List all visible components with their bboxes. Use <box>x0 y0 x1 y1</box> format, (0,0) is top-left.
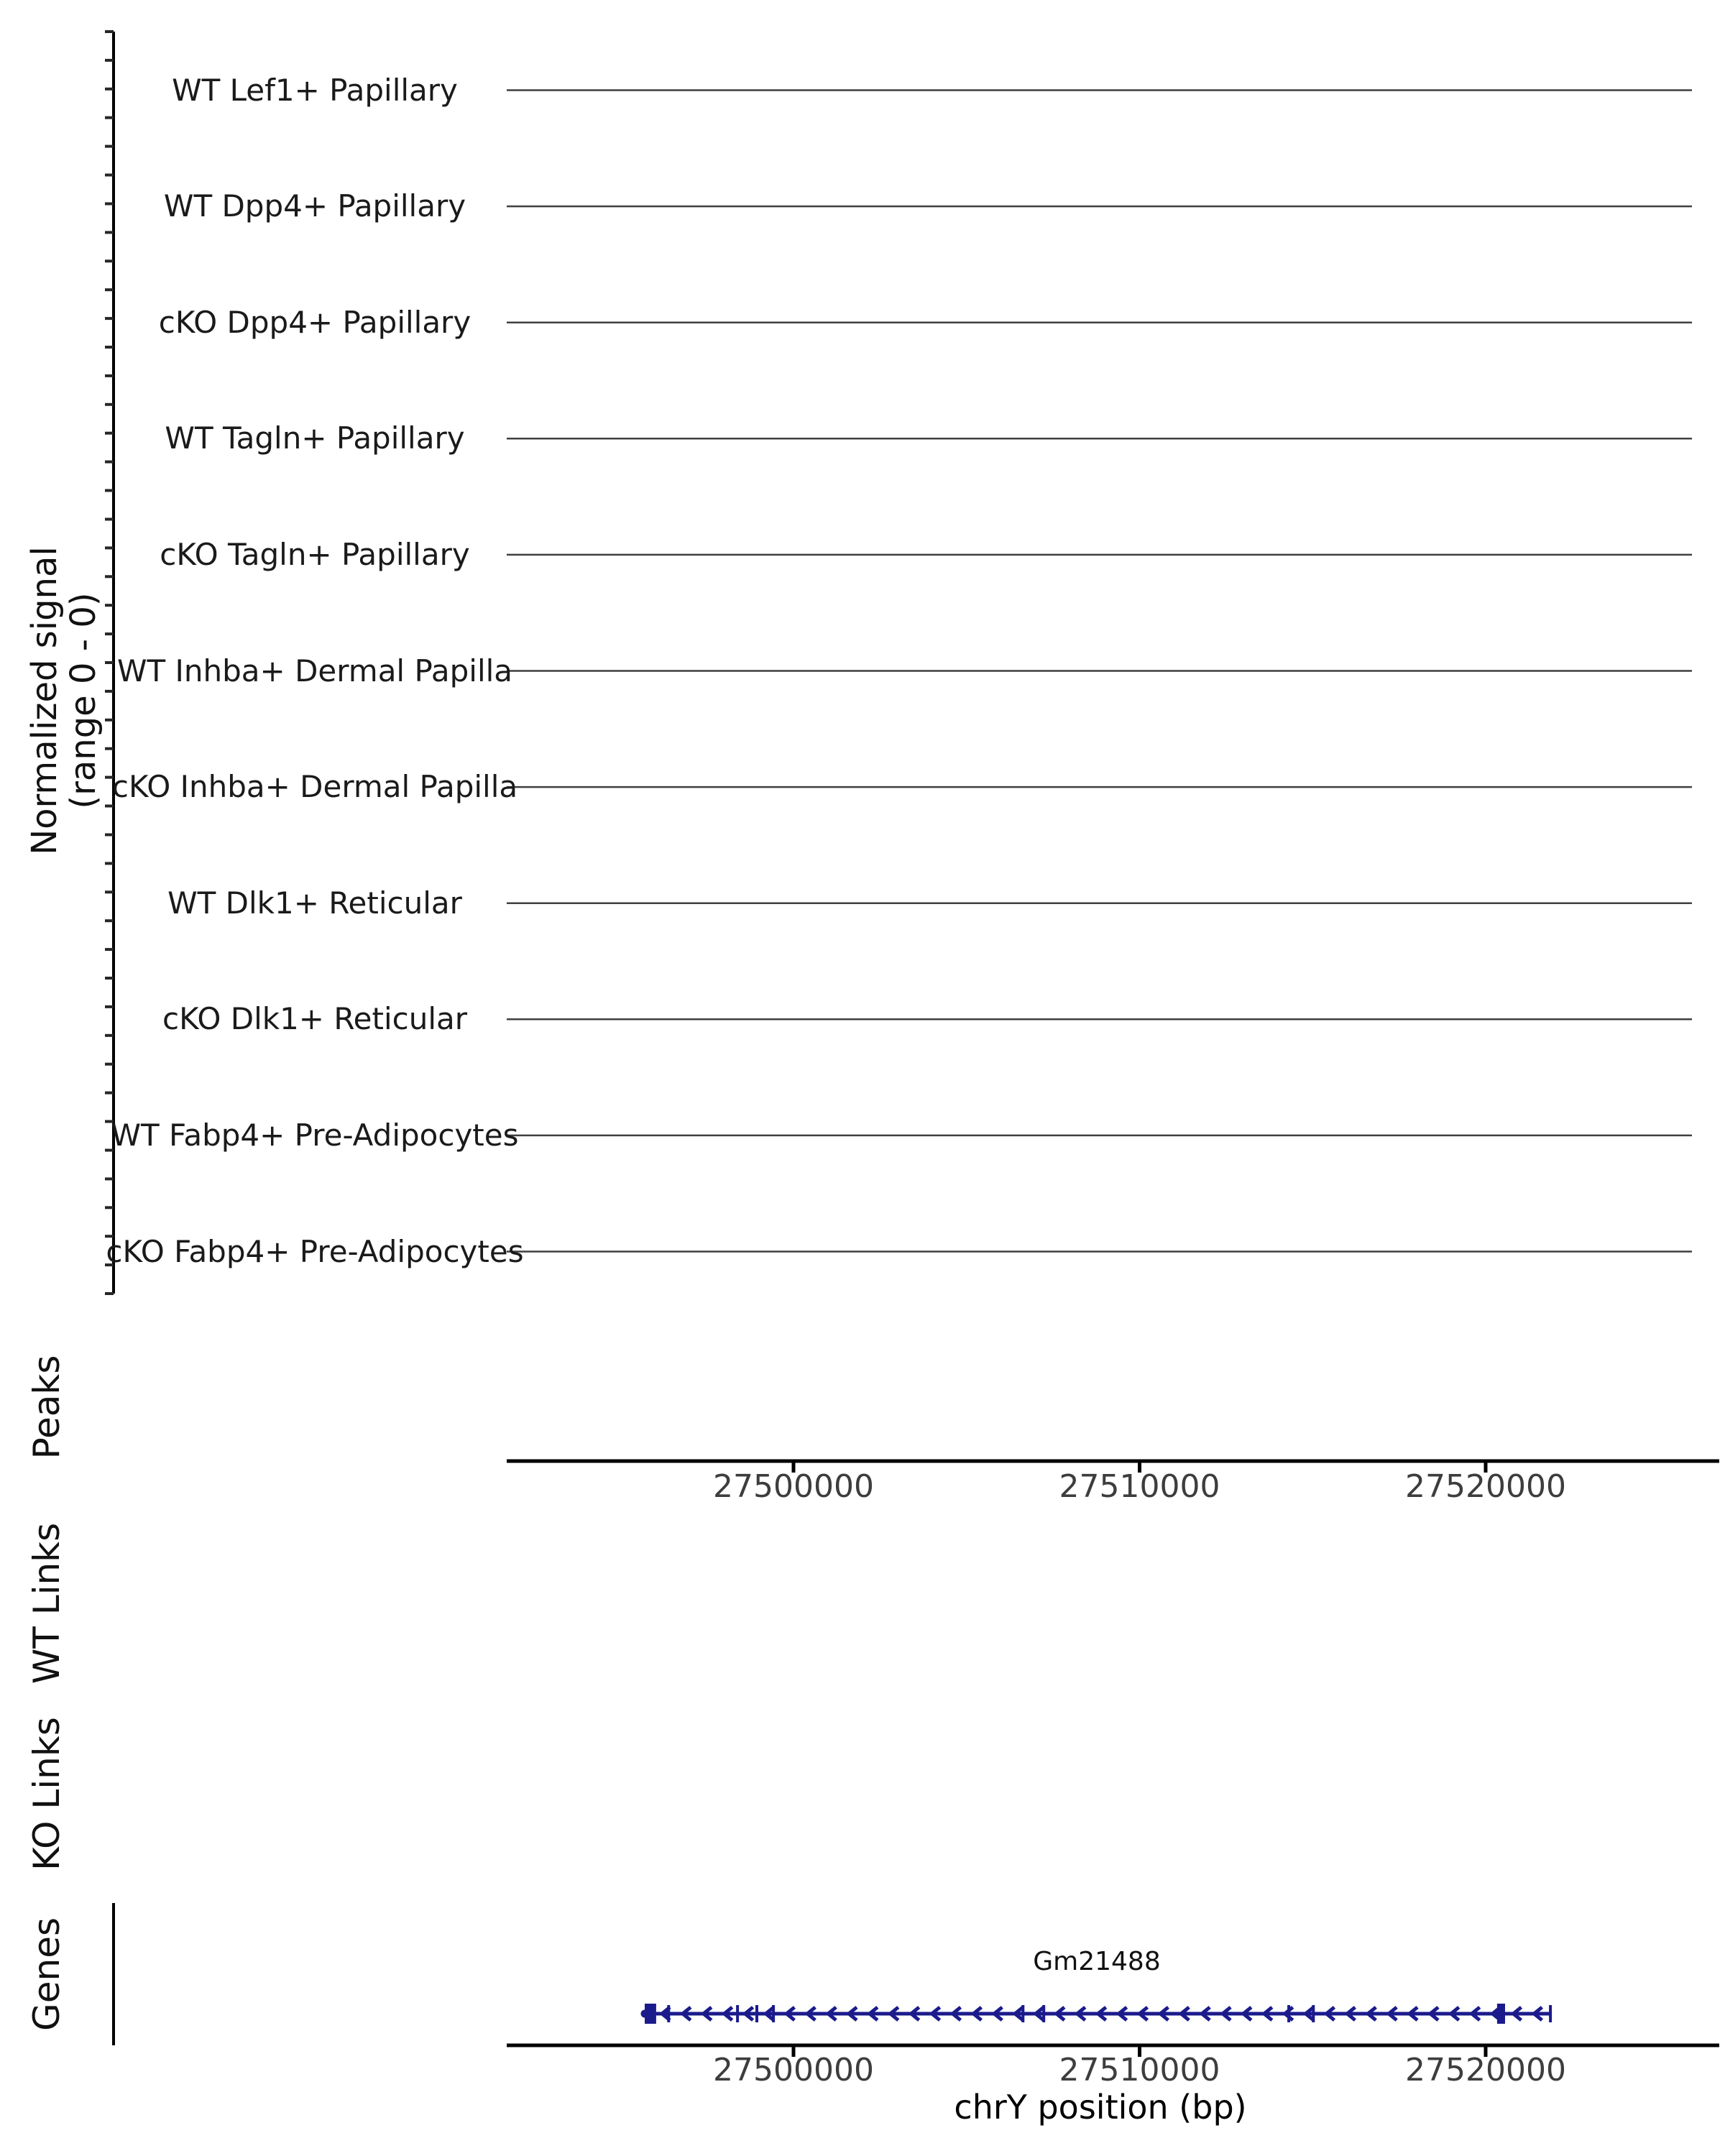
track-label: cKO Tagln+ Papillary <box>160 536 470 572</box>
track-label: WT Tagln+ Papillary <box>165 420 465 456</box>
section-label-peaks: Peaks <box>26 1355 68 1460</box>
axis-tick-label: 27500000 <box>713 2052 874 2088</box>
axis-tick-label: 27520000 <box>1405 1468 1566 1505</box>
gene-exon <box>1287 2005 1290 2022</box>
gene-exon <box>755 2005 758 2022</box>
gene-exon <box>1021 2005 1024 2022</box>
axis-tick-label: 27520000 <box>1405 2052 1566 2088</box>
track-label: WT Dlk1+ Reticular <box>167 885 462 921</box>
section-label-genes: Genes <box>26 1917 68 2032</box>
track-label: WT Dpp4+ Papillary <box>163 188 466 224</box>
track-label: WT Inhba+ Dermal Papilla <box>116 653 513 688</box>
gene-exon <box>772 2005 775 2022</box>
track-label: cKO Fabp4+ Pre-Adipocytes <box>106 1233 524 1269</box>
gene-exon <box>1549 2005 1552 2022</box>
gene-exon <box>1042 2005 1045 2022</box>
gene-exon <box>645 2004 656 2024</box>
track-label: cKO Dlk1+ Reticular <box>162 1001 467 1037</box>
track-label: cKO Dpp4+ Papillary <box>158 304 472 340</box>
axis-tick-label: 27500000 <box>713 1468 874 1505</box>
section-label-ko-links: KO Links <box>26 1717 68 1871</box>
gene-exon <box>736 2005 739 2022</box>
gene-exon <box>1497 2004 1505 2024</box>
axis-tick-label: 27510000 <box>1059 2052 1220 2088</box>
track-label: WT Fabp4+ Pre-Adipocytes <box>111 1117 519 1153</box>
signal-ylabel-line2: (range 0 - 0) <box>63 592 104 809</box>
track-label: WT Lef1+ Papillary <box>172 72 458 108</box>
track-label: cKO Inhba+ Dermal Papilla <box>111 769 518 805</box>
signal-ylabel-line1: Normalized signal <box>24 546 65 855</box>
axis-tick-label: 27510000 <box>1059 1468 1220 1505</box>
section-label-wt-links: WT Links <box>26 1522 68 1685</box>
gene-name-label: Gm21488 <box>1033 1947 1161 1976</box>
gene-exon <box>667 2005 670 2022</box>
x-axis-title: chrY position (bp) <box>954 2088 1247 2127</box>
gene-exon <box>1312 2005 1315 2022</box>
